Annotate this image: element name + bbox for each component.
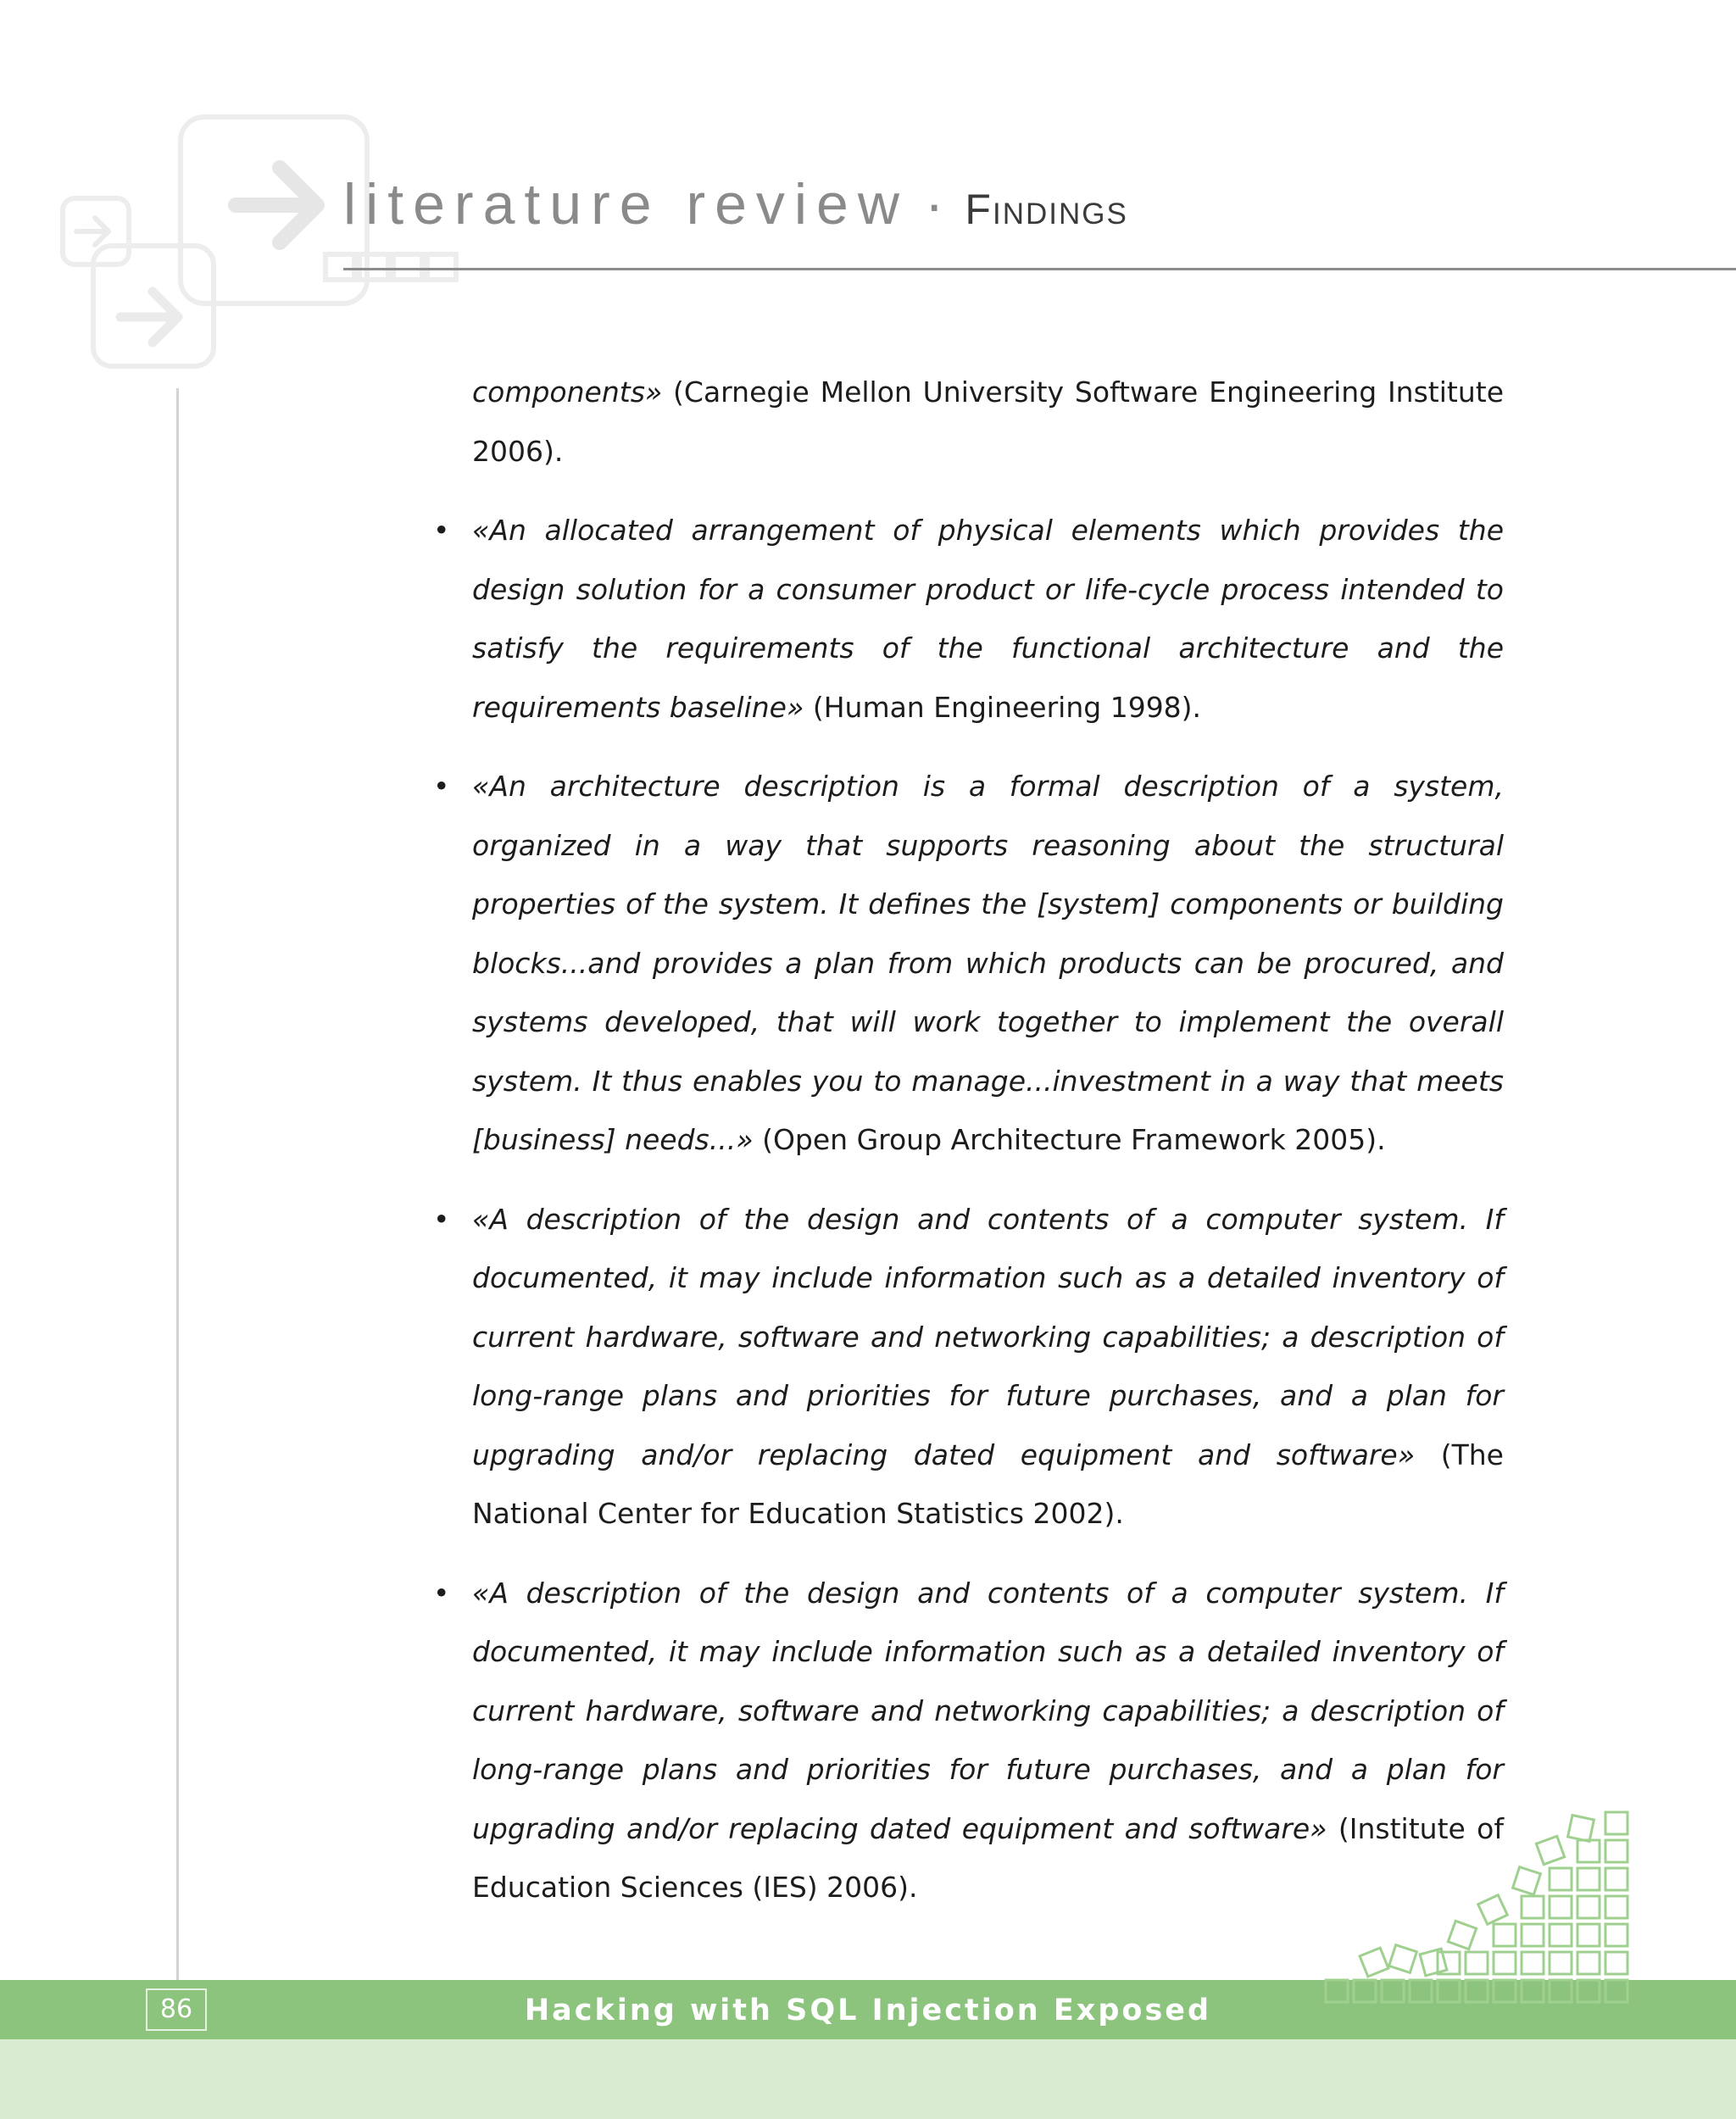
citation: (Open Group Architecture Framework 2005). bbox=[753, 1123, 1386, 1156]
arrow-right-icon bbox=[120, 292, 178, 342]
grid-square bbox=[1466, 1952, 1488, 1974]
grid-square bbox=[1522, 1896, 1544, 1918]
grid-square bbox=[1568, 1816, 1594, 1842]
grid-square bbox=[1550, 1868, 1572, 1890]
left-margin-rule bbox=[176, 388, 179, 1982]
footer-lower-band bbox=[0, 2039, 1736, 2119]
grid-square bbox=[1494, 1952, 1516, 1974]
footer-title: Hacking with SQL Injection Exposed bbox=[524, 1994, 1212, 2027]
header-separator: · bbox=[924, 172, 944, 236]
quote-text: «An allocated arrangement of physical elements which provides the design solution for a consumer product or life-cycle process intended to satisfy the requirements of the functional architecture and the requirements baseline» bbox=[472, 514, 1504, 724]
grid-square bbox=[1420, 1949, 1447, 1976]
grid-square bbox=[1577, 1896, 1600, 1918]
grid-square bbox=[1550, 1896, 1572, 1918]
citation: (The National Center for Education Statistics 2002). bbox=[472, 1438, 1504, 1530]
grid-squares-decoration bbox=[1322, 1805, 1636, 2009]
arrow-right-icon bbox=[236, 168, 317, 242]
quote-text: «A description of the design and contents of a computer system. If documented, it may include information such as a detailed inventory of current hardware, software and networking capabilities; a description of long-range plans and priorities for future purchases, and a plan for upgrading and/or replacing dated equipment and software» bbox=[472, 1576, 1504, 1845]
subsection-title: Findings bbox=[965, 186, 1128, 233]
grid-square bbox=[1605, 1868, 1628, 1890]
page-number: 86 bbox=[146, 1988, 207, 2031]
section-title: literature review bbox=[343, 172, 909, 236]
grid-square bbox=[1550, 1952, 1572, 1974]
grid-square bbox=[1577, 1924, 1600, 1946]
quote-text: components» bbox=[472, 375, 663, 409]
grid-square bbox=[1513, 1867, 1541, 1895]
quote-text: «An architecture description is a formal description of a system, organized in a way that supports reasoning about the structural properties of the system. It defines the [system] components or building blocks...and provides a plan from which products can be procured, and systems developed, that will work together to implement the overall system. It thus enables you to manage...investment in a way that meets [business] needs...» bbox=[472, 770, 1504, 1156]
citation: (Carnegie Mellon University Software Engineering Institute 2006). bbox=[472, 375, 1504, 468]
grid-square bbox=[1605, 1952, 1628, 1974]
grid-square bbox=[1605, 1924, 1628, 1946]
grid-square bbox=[1605, 1896, 1628, 1918]
grid-square bbox=[1360, 1948, 1388, 1977]
lead-in-paragraph bbox=[472, 363, 1504, 481]
header-rule bbox=[343, 268, 1736, 270]
grid-square bbox=[1478, 1895, 1508, 1925]
grid-square bbox=[1577, 1868, 1600, 1890]
body-text bbox=[433, 363, 1504, 1917]
grid-square bbox=[1577, 1952, 1600, 1974]
grid-square bbox=[1522, 1952, 1544, 1974]
bullet-icon: • bbox=[433, 1576, 450, 1610]
grid-square bbox=[1494, 1924, 1516, 1946]
quote-text: «A description of the design and contents of a computer system. If documented, it may include information such as a detailed inventory of current hardware, software and networking capabilities; a description of long-range plans and priorities for future purchases, and a plan for upgrading and/or replacing dated equipment and software» bbox=[472, 1202, 1504, 1471]
grid-square bbox=[1389, 1945, 1417, 1973]
grid-square bbox=[1448, 1921, 1476, 1949]
grid-square bbox=[1522, 1924, 1544, 1946]
grid-square bbox=[1536, 1836, 1564, 1864]
list-item bbox=[433, 1190, 1504, 1543]
running-header bbox=[343, 166, 1128, 247]
bullet-icon: • bbox=[433, 770, 450, 803]
list-item bbox=[433, 501, 1504, 737]
bullet-icon: • bbox=[433, 1202, 450, 1236]
arrow-right-icon bbox=[76, 218, 108, 245]
list-item bbox=[433, 757, 1504, 1170]
citation: (Institute of Education Sciences (IES) 2006). bbox=[472, 1811, 1504, 1904]
grid-square bbox=[1605, 1840, 1628, 1862]
citation: (Human Engineering 1998). bbox=[804, 690, 1202, 724]
grid-square bbox=[1550, 1924, 1572, 1946]
bullet-icon: • bbox=[433, 514, 450, 547]
grid-square bbox=[1577, 1840, 1600, 1862]
grid-square bbox=[1605, 1812, 1628, 1834]
